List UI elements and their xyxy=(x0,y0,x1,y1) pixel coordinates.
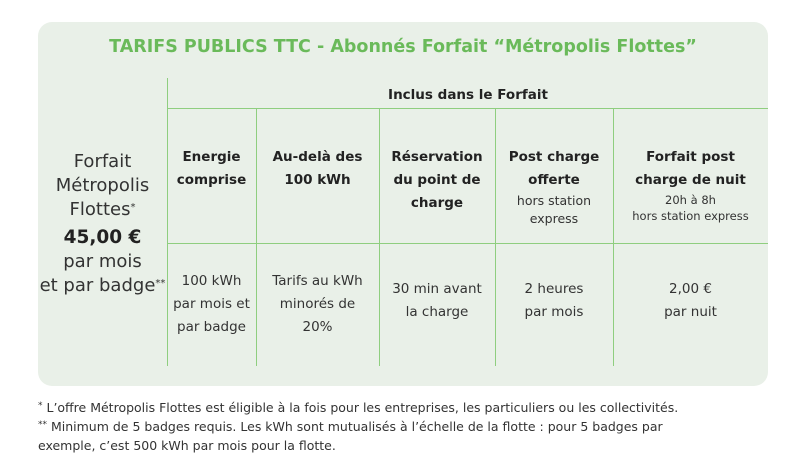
value-line: 20% xyxy=(302,319,333,335)
value-line: minorés de xyxy=(279,296,356,312)
footnote-1: * L’offre Métropolis Flottes est éligible à la fois pour les entreprises, les particuliers ou les collectivités. xyxy=(38,400,679,415)
column-header-post-charge xyxy=(495,146,613,228)
header-line: comprise xyxy=(176,172,247,188)
header-line: du point de xyxy=(393,172,481,188)
included-header: Inclus dans le Forfait xyxy=(388,87,548,103)
offer-name-line3: Flottes* xyxy=(69,199,136,220)
column-header-beyond xyxy=(256,146,379,192)
value-line: 2,00 € xyxy=(669,281,712,297)
header-line: charge de nuit xyxy=(635,172,746,188)
header-line: offerte xyxy=(528,172,580,188)
header-subtext: express xyxy=(529,211,579,226)
header-subtext: 20h à 8h xyxy=(665,193,716,207)
value-line: 30 min avant xyxy=(392,281,482,297)
value-beyond xyxy=(256,270,379,339)
header-line: Réservation xyxy=(391,149,483,165)
offer-price: 45,00 € xyxy=(63,227,142,248)
card-title: TARIFS PUBLICS TTC - Abonnés Forfait “Métropolis Flottes” xyxy=(109,37,697,57)
column-header-night xyxy=(613,146,768,224)
offer-name-line2: Métropolis xyxy=(55,175,150,196)
footnote-2: ** Minimum de 5 badges requis. Les kWh sont mutualisés à l’échelle de la flotte : pour 5 badges par xyxy=(38,419,663,434)
value-line: la charge xyxy=(405,304,469,320)
header-line: 100 kWh xyxy=(284,172,351,188)
offer-period-line1: par mois xyxy=(63,251,142,272)
value-line: par badge xyxy=(177,319,246,335)
header-line: charge xyxy=(410,195,464,211)
value-line: par mois et xyxy=(173,296,250,312)
grid-line-middle xyxy=(167,243,768,244)
footnote-marker-1: * xyxy=(130,202,136,213)
value-post-charge xyxy=(495,278,613,324)
footnotes xyxy=(38,398,778,455)
column-header-energy xyxy=(167,146,256,192)
footnote-2-continued: exemple, c’est 500 kWh par mois pour la flotte. xyxy=(38,438,336,453)
header-line: Post charge xyxy=(508,149,600,165)
value-line: par nuit xyxy=(664,304,717,320)
value-line: Tarifs au kWh xyxy=(272,273,363,289)
column-header-reservation xyxy=(379,146,495,215)
header-line: Forfait post xyxy=(646,149,735,165)
value-night xyxy=(613,278,768,324)
header-subtext: hors station xyxy=(516,193,592,208)
header-line: Au-delà des xyxy=(272,149,363,165)
grid-line-top xyxy=(167,108,768,109)
header-subtext: hors station express xyxy=(632,209,749,223)
value-energy xyxy=(167,270,256,339)
value-line: par mois xyxy=(524,304,584,320)
offer-period-line2: et par badge** xyxy=(39,275,166,296)
footnote-marker-2: ** xyxy=(155,278,166,289)
offer-name-line1: Forfait xyxy=(73,151,132,172)
header-line: Energie xyxy=(182,149,241,165)
value-line: 100 kWh xyxy=(181,273,242,289)
value-line: 2 heures xyxy=(524,281,584,297)
offer-summary xyxy=(38,150,167,298)
value-reservation xyxy=(379,278,495,324)
